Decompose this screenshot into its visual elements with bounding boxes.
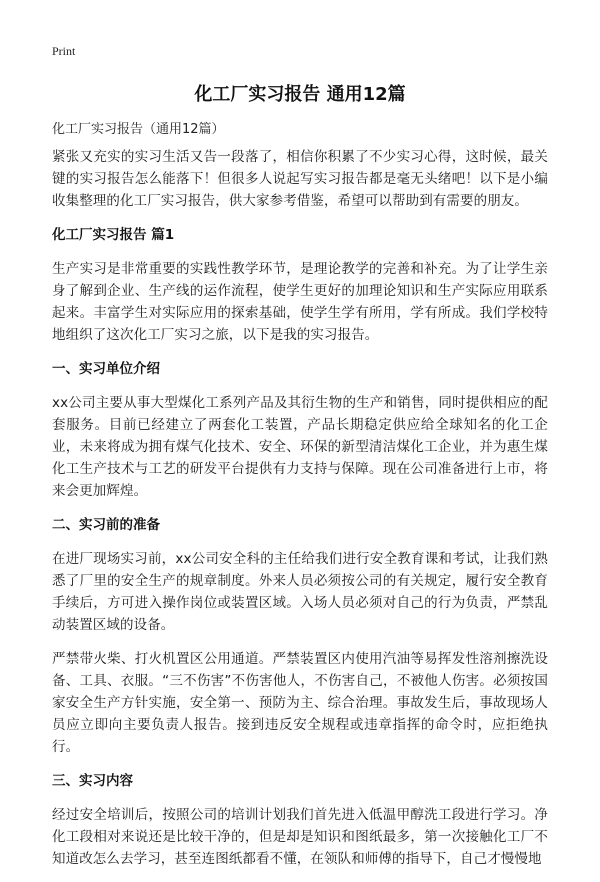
document-title: 化工厂实习报告 通用12篇 <box>194 84 406 105</box>
intro-paragraph: 紧张又充实的实习生活又告一段落了，相信你积累了不少实习心得，这时候，最关键的实习报告怎么能落下！但很多人说起写实习报告都是毫无头绪吧！以下是小编收集整理的化工厂实习报告，供大家参考借鉴，希望可以帮助到有需要的朋友。 <box>52 149 548 209</box>
section-heading-content: 三、实习内容 <box>52 773 133 789</box>
document-subtitle: 化工厂实习报告（通用12篇） <box>52 122 225 137</box>
article-intro-paragraph: 生产实习是非常重要的实践性教学环节，是理论教学的完善和补充。为了让学生亲身了解到企业、生产线的运作流程，使学生更好的加理论知识和生产实际应用联系起来。丰富学生对实际应用的探索基础，使学生学有所用，学有所成。我们学校特地组织了这次化工厂实习之旅，以下是我的实习报告。 <box>52 261 548 343</box>
print-link[interactable]: Print <box>52 44 76 58</box>
section-paragraph-preparation-1: 在进厂现场实习前，xx公司安全科的主任给我们进行安全教育课和考试，让我们熟悉了厂里的安全生产的规章制度。外来人员必须按公司的有关规定，履行安全教育手续后，方可进入操作岗位或装置区域。入场人员必须对自己的行为负责，严禁乱动装置区域的设备。 <box>52 551 548 633</box>
section-paragraph-preparation-2: 严禁带火柴、打火机置区公用通道。严禁装置区内使用汽油等易挥发性溶剂擦洗设备、工具、衣服。“三不伤害”不伤害他人，不伤害自己，不被他人伤害。必须按国家安全生产方针实施，安全第一、预防为主、综合治理。事故发生后，事故现场人员应立即向主要负责人报告。接到违反安全规程或违章指挥的命令时，应拒绝执行。 <box>52 651 548 755</box>
section-heading-company: 一、实习单位介绍 <box>52 361 160 377</box>
section-heading-preparation: 二、实习前的准备 <box>52 517 160 533</box>
section-paragraph-company: xx公司主要从事大型煤化工系列产品及其衍生物的生产和销售，同时提供相应的配套服务。目前已经建立了两套化工装置，产品长期稳定供应给全球知名的化工企业，未来将成为拥有煤气化技术、安全、环保的新型清洁煤化工企业，并为惠生煤化工生产技术与工艺的研发平台提供有力支持与保障。现在公司准备进行上市，将来会更加辉煌。 <box>52 395 548 499</box>
document-body <box>52 146 548 882</box>
section-paragraph-content: 经过安全培训后，按照公司的培训计划我们首先进入低温甲醇洗工段进行学习。净化工段相对来说还是比较干净的，但是却是知识和图纸最多，第一次接触化工厂不知道改怎么去学习，甚至连图纸都看不懂，在领队和师傅的指导下，自己才慢慢地 <box>52 807 548 867</box>
article-heading: 化工厂实习报告 篇1 <box>52 227 175 243</box>
